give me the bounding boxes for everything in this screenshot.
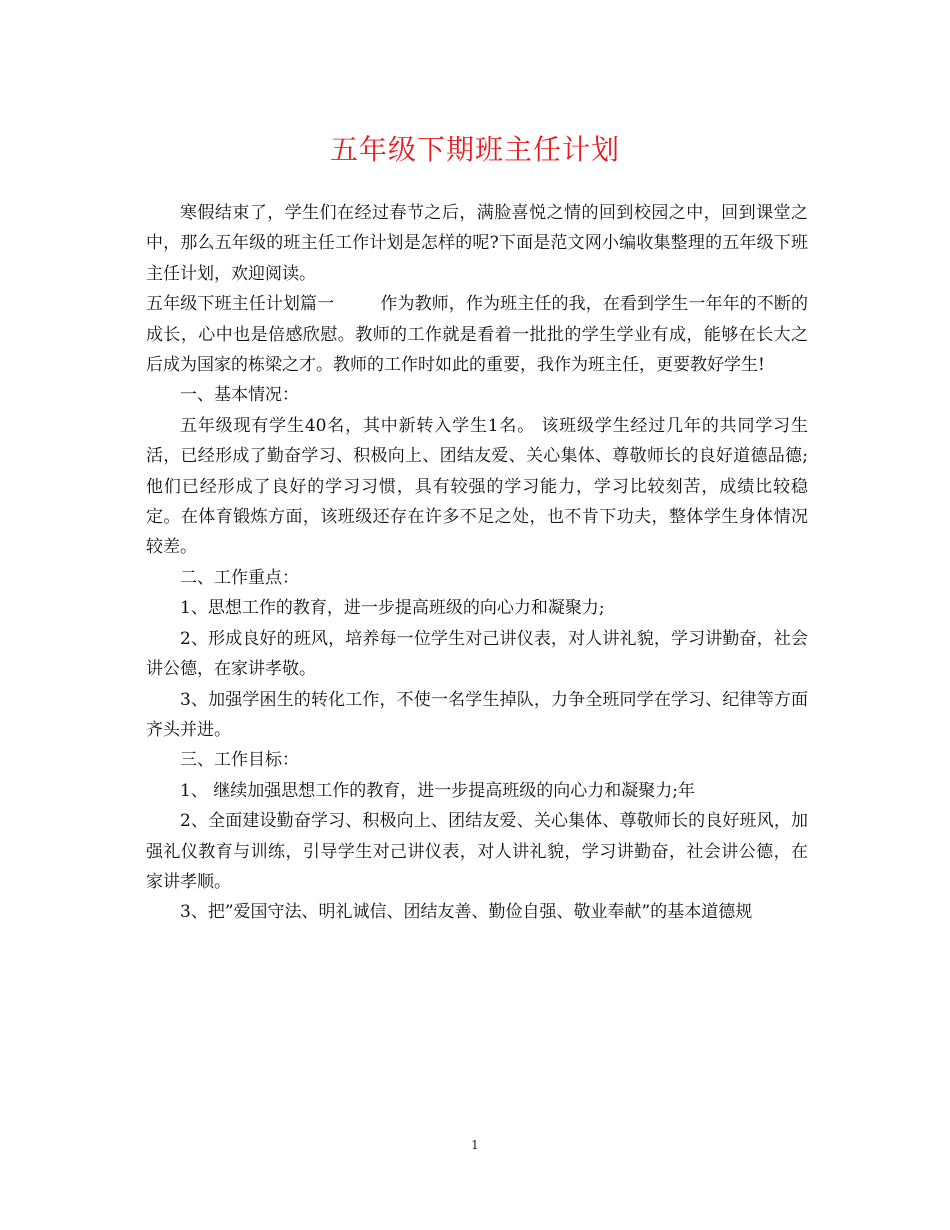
basic-situation-paragraph: 五年级现有学生40名，其中新转入学生1名。 该班级学生经过几年的共同学习生活，已经形成了勤奋学习、积极向上、团结友爱、关心集体、尊敬师长的良好道德品德;他们已经形成了良好的学习习惯，具有较强的学习能力，学习比较刻苦，成绩比较稳定。在体育锻炼方面，该班级还存在许多不足之处，也不肯下功夫，整体学生身体情况较差。 — [146, 415, 808, 558]
work-goal-item-2: 2、全面建设勤奋学习、积极向上、团结友爱、关心集体、尊敬师长的良好班风，加强礼仪教育与训练，引导学生对己讲仪表，对人讲礼貌，学习讲勤奋，社会讲公德，在家讲孝顺。 — [146, 811, 808, 892]
work-goal-item-3: 3、把”爱国守法、明礼诚信、团结友善、勤俭自强、敬业奉献”的基本道德规 — [180, 902, 753, 923]
section-text: 作为教师，作为班主任的我，在看到学生一年年的不断的成长，心中也是倍感欣慰。教师的工作就是看着一批批的学生学业有成，能够在长大之后成为国家的栋梁之才。教师的工作时如此的重要，我作为班主任，更要教好学生! — [146, 294, 809, 376]
work-focus-item-2: 2、形成良好的班风，培养每一位学生对己讲仪表，对人讲礼貌，学习讲勤奋，社会讲公德，在家讲孝敬。 — [146, 628, 808, 680]
document-title: 五年级下期班主任计划 — [329, 133, 620, 166]
heading-basic-situation: 一、基本情况： — [180, 385, 299, 406]
section-lead: 五年级下班主任计划篇一 — [146, 294, 335, 315]
section-paragraph — [146, 289, 808, 380]
heading-work-focus: 二、工作重点： — [180, 567, 299, 588]
heading-work-goals: 三、工作目标： — [180, 750, 299, 771]
intro-paragraph: 寒假结束了，学生们在经过春节之后，满脸喜悦之情的回到校园之中，回到课堂之中，那么五年级的班主任工作计划是怎样的呢?下面是范文网小编收集整理的五年级下班主任计划，欢迎阅读。 — [146, 203, 808, 284]
work-focus-item-3: 3、加强学困生的转化工作，不使一名学生掉队，力争全班同学在学习、纪律等方面齐头并进。 — [146, 689, 808, 740]
page-number: 1 — [471, 1138, 479, 1152]
work-goal-item-1: 1、 继续加强思想工作的教育，进一步提高班级的向心力和凝聚力;年 — [180, 780, 695, 801]
work-focus-item-1: 1、思想工作的教育，进一步提高班级的向心力和凝聚力; — [180, 598, 605, 619]
document-body — [146, 198, 808, 928]
